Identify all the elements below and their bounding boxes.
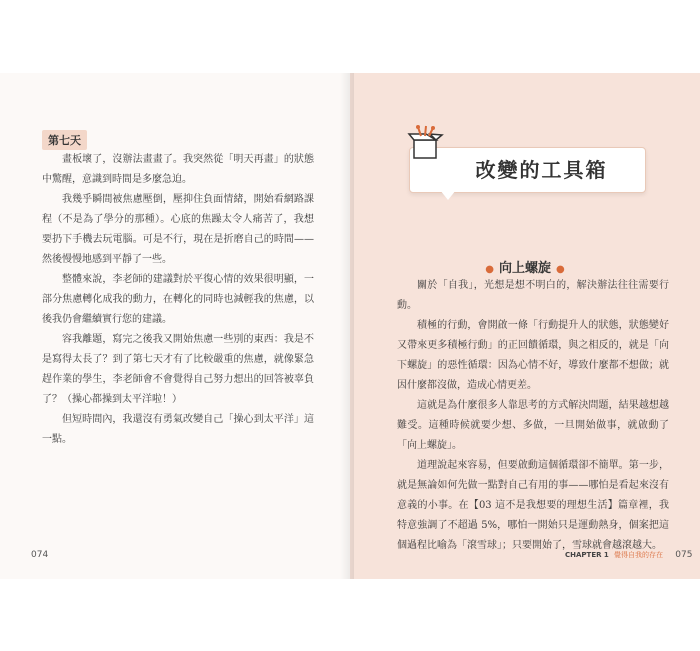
toolbox-title: 改變的工具箱 [475, 158, 608, 182]
book-gutter [340, 73, 354, 579]
day-label: 第七天 [42, 130, 87, 150]
paragraph: 關於「自我」，光想是想不明白的，解決辦法往往需要行動。 [397, 280, 669, 311]
paragraph: 積極的行動，會開啟一條「行動提升人的狀態，狀態變好又帶來更多積極行動」的正回饋循環，與之相反的，就是「向下螺旋」的惡性循環：因為心情不好，導致什麼都不想做；就因什麼都沒做，造成心情更差。 [397, 320, 669, 391]
section-heading [350, 257, 700, 276]
right-body-text [397, 276, 669, 556]
paragraph: 這就是為什麼很多人靠思考的方式解決問題，結果越想越難受。這種時候就要少想、多做，一旦開始做事，就啟動了「向上螺旋」。 [397, 400, 669, 451]
section-title: 向上螺旋 [498, 261, 551, 276]
chapter-label: CHAPTER 1 [565, 551, 609, 559]
bullet-dot-icon: ● [556, 264, 565, 275]
speech-bubble-tail [440, 190, 456, 200]
book-spread [0, 73, 700, 579]
left-body-text [42, 150, 314, 450]
page-number-right: 075 [675, 550, 693, 560]
page-footer [565, 550, 692, 560]
page-number-left: 074 [31, 550, 49, 560]
paragraph: 但短時間內，我還沒有勇氣改變自己「操心到太平洋」這一點。 [42, 414, 314, 445]
toolbox-icon [406, 124, 446, 164]
left-page [0, 73, 350, 579]
bullet-dot-icon: ● [485, 264, 494, 275]
chapter-title: 覺得自我的存在 [614, 551, 664, 559]
paragraph: 整體來說，李老師的建議對於平復心情的效果很明顯，一部分焦慮轉化成我的動力，在轉化的同時也減輕我的焦慮，以後我仍會繼續實行您的建議。 [42, 274, 314, 325]
paragraph: 畫板壞了，沒辦法畫畫了。我突然從「明天再畫」的狀態中驚醒，意識到時間是多麼急迫。 [42, 154, 314, 185]
right-page [350, 73, 700, 579]
paragraph: 容我離題，寫完之後我又開始焦慮一些別的東西：我是不是寫得太長了？到了第七天才有了比較嚴重的焦慮，就像緊急趕作業的學生，李老師會不會覺得自己努力想出的回答被辜負了？（操心都操到太平洋啦！） [42, 334, 314, 405]
paragraph: 道理說起來容易，但要啟動這個循環卻不簡單。第一步，就是無論如何先做一點對自己有用的事——哪怕是看起來沒有意義的小事。在【03 這不是我想要的理想生活】篇章裡，我特意強調了不超過 5%，哪怕一開始只是運動熱身，個案把這個過程比喻為「滾雪球」；只要開始了，雪球就會越滾越大。 [397, 460, 669, 551]
paragraph: 我幾乎瞬間被焦慮壓倒，壓抑住負面情緒，開始看網路課程（不是為了學分的那種）。心底的焦躁太令人痛苦了，我想要扔下手機去玩電腦。可是不行，現在是折磨自己的時間——然後慢慢地感到平靜了一些。 [42, 194, 314, 265]
